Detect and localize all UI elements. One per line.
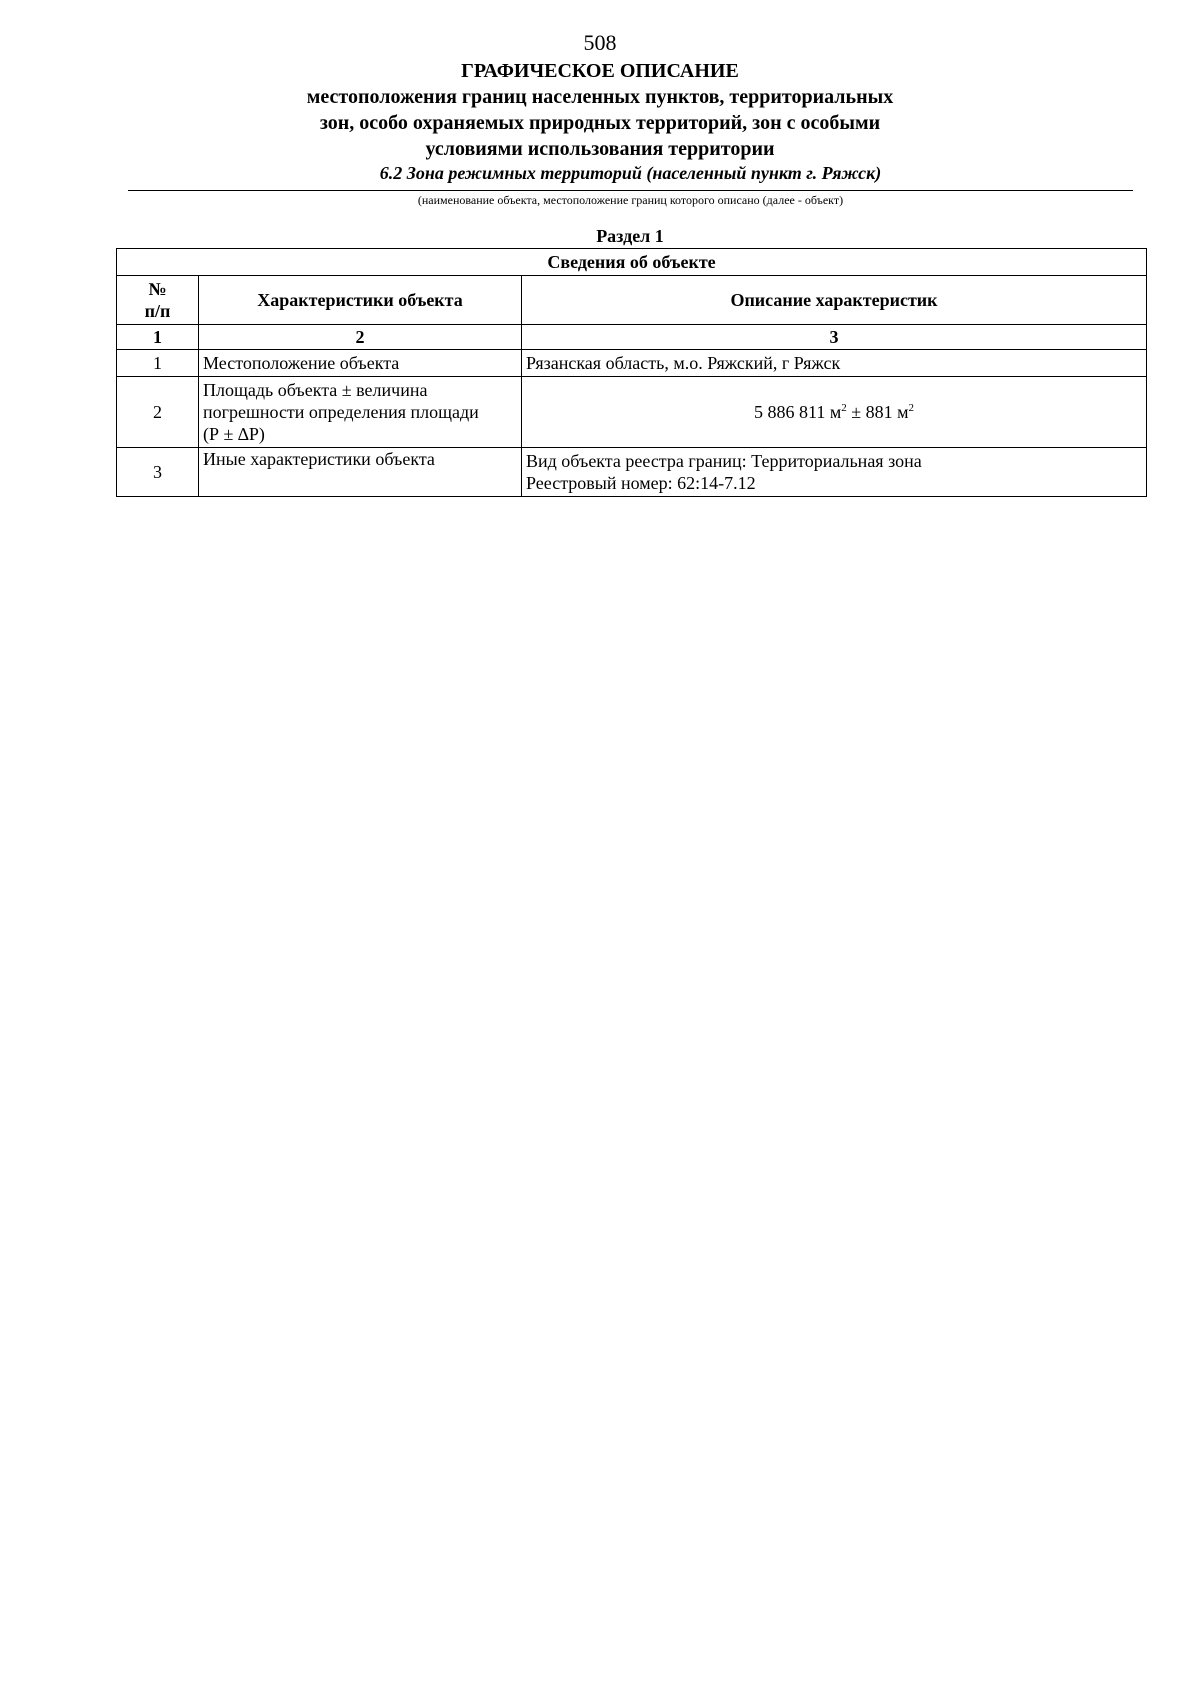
column-index: 2 [199,325,522,350]
object-caption: (наименование объекта, местоположение границ которого описано (далее - объект) [417,193,844,207]
area-value-cell [522,377,1147,448]
table-row [117,448,1147,497]
row-num: 1 [117,350,199,377]
row-characteristic: Местоположение объекта [199,350,522,377]
section-title: Раздел 1 [596,226,664,246]
area-error-unit-power: 2 [908,402,915,414]
object-name: 6.2 Зона режимных территорий (населенный пункт г. Ряжск) [379,163,882,183]
characteristic-line: Площадь объекта ± величина [203,380,428,400]
subtitle-line: местоположения границ населенных пунктов, территориальных [306,86,894,108]
table-caption: Сведения об объекте [117,249,1147,276]
area-value: 5 886 811 м [754,402,842,422]
document-subtitle [200,84,1000,162]
document-title: ГРАФИЧЕСКОЕ ОПИСАНИЕ [461,60,739,82]
header-num-line: п/п [144,301,171,321]
area-error: ± 881 м [846,402,909,422]
row-num: 3 [117,448,199,497]
row-description [522,448,1147,497]
header-characteristic: Характеристики объекта [199,276,522,325]
header-num-line: № [148,279,167,299]
column-index: 1 [117,325,199,350]
object-info-table [116,248,1147,497]
row-description: Рязанская область, м.о. Ряжский, г Ряжск [522,350,1147,377]
subtitle-line: условиями использования территории [425,138,775,160]
column-index-row [117,325,1147,350]
area-unit-power: 2 [841,402,847,414]
row-characteristic: Иные характеристики объекта [199,448,522,497]
header-num [117,276,199,325]
table-row [117,350,1147,377]
row-num: 2 [117,377,199,448]
table-row [117,377,1147,448]
page-number: 508 [583,30,617,55]
table-header-row [117,276,1147,325]
row-characteristic [199,377,522,448]
column-index: 3 [522,325,1147,350]
table-caption-row [117,249,1147,276]
subtitle-line: зон, особо охраняемых природных территорий, зон с особыми [319,112,881,134]
description-line: Вид объекта реестра границ: Территориальная зона [526,451,922,471]
object-name-underline [128,190,1133,191]
header-description: Описание характеристик [522,276,1147,325]
description-line: Реестровый номер: 62:14-7.12 [526,473,756,493]
characteristic-line: погрешности определения площади [203,402,479,422]
characteristic-line: (Р ± ∆Р) [203,424,265,444]
